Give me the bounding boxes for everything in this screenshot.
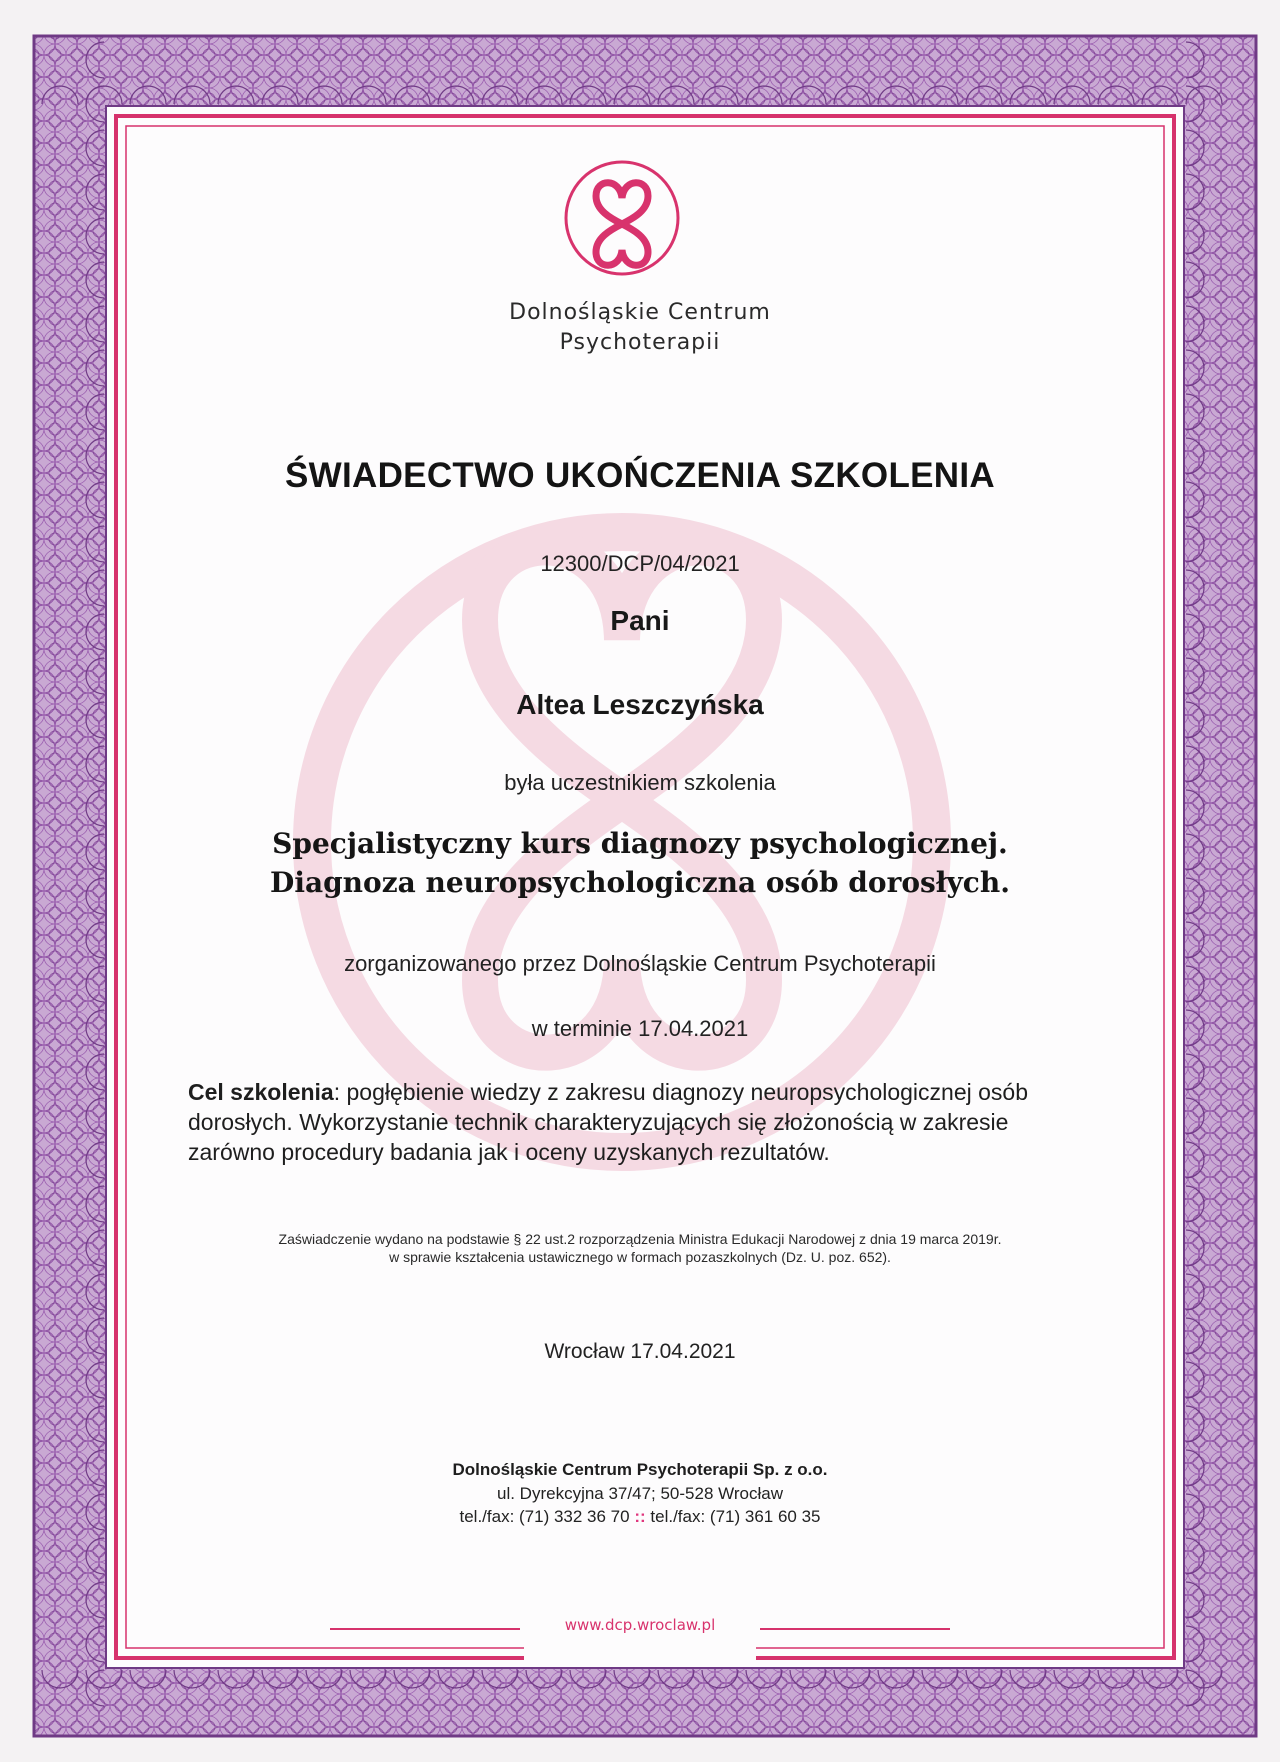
org-name-line-1: Dolnośląskie Centrum xyxy=(509,300,771,325)
course-title-line-1: Specjalistyczny kurs diagnozy psychologicznej. xyxy=(272,827,1008,860)
goal-label: Cel szkolenia xyxy=(188,1079,334,1105)
footer-phone-2: tel./fax: (71) 361 60 35 xyxy=(650,1507,821,1526)
course-term: w terminie 17.04.2021 xyxy=(531,1016,749,1041)
footer-phones xyxy=(0,1507,1280,1527)
header-org-name xyxy=(0,298,1280,358)
org-name-line-2: Psychoterapii xyxy=(559,330,721,355)
footer-phone-1: tel./fax: (71) 332 36 70 xyxy=(459,1507,630,1526)
organizer-text: zorganizowanego przez Dolnośląskie Centrum Psychoterapii xyxy=(344,951,936,976)
recipient-name: Altea Leszczyńska xyxy=(516,689,764,720)
legal-line-2: w sprawie kształcenia ustawicznego w formach pozaszkolnych (Dz. U. poz. 652). xyxy=(389,1249,891,1265)
course-title-line-2: Diagnoza neuropsychologiczna osób dorosłych. xyxy=(270,866,1010,899)
footer-company-name: Dolnośląskie Centrum Psychoterapii Sp. z o.o. xyxy=(452,1460,828,1479)
legal-line-1: Zaświadczenie wydano na podstawie § 22 ust.2 rozporządzenia Ministra Edukacji Narodowej z dnia 19 marca 2019r. xyxy=(278,1231,1002,1247)
footer-address: ul. Dyrekcyjna 37/47; 50-528 Wrocław xyxy=(497,1484,783,1503)
certificate-title: ŚWIADECTWO UKOŃCZENIA SZKOLENIA xyxy=(285,456,995,495)
salutation: Pani xyxy=(610,605,670,636)
place-and-date: Wrocław 17.04.2021 xyxy=(544,1340,736,1363)
footer-separator: :: xyxy=(634,1507,646,1526)
website-link[interactable]: www.dcp.wroclaw.pl xyxy=(564,1616,716,1634)
course-goal xyxy=(188,1077,1048,1167)
participation-text: była uczestnikiem szkolenia xyxy=(504,770,776,795)
course-title xyxy=(0,824,1280,902)
goal-text: : pogłębienie wiedzy z zakresu diagnozy neuropsychologicznej osób dorosłych. Wykorzystanie technik charakteryzujących się złożonością w zakresie zarówno procedury badania jak i oceny uzyskanych rezultatów. xyxy=(188,1079,1028,1165)
legal-basis xyxy=(0,1230,1280,1266)
certificate-number: 12300/DCP/04/2021 xyxy=(540,551,740,576)
